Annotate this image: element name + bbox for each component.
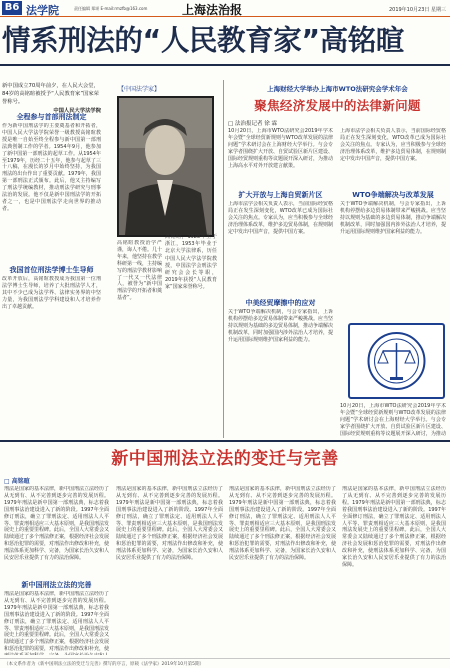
editor-meta: 责任编辑 郑颂 E-mail:rmzfb@163.com [74, 6, 148, 11]
masthead: 上海法治报 [182, 3, 243, 17]
headline-rule [0, 64, 450, 66]
intro-byline: 中国人民大学法学院 [53, 108, 101, 114]
side-col-c-top: 上海市法学会相关负责人表示，当前国际经贸格局正在发生深刻变化，WTO改革已成为国际社会关注的焦点。专家认为，应当积极参与全球经济治理体系改革，维护多边贸易体制，在规则制定中发出中国声音，提供中国方案。 [340, 128, 446, 162]
page-header [0, 0, 450, 17]
col1-text2: 改革开放后，高铭暄教授成为我国第一位刑法学博士生导师，培养了大批刑法学人才，其中不少已成为法学界、法律实务界的中坚力量，为我国刑法学学科建设和人才培养作出了卓越贡献。 [2, 276, 101, 310]
side-col-c: 关于WTO争端解决机制，与会专家指出，上诉机构停摆给多边贸易体制带来严峻挑战。应当坚持以规则为基础的多边贸易体制，推动争端解决机制改革，同时加强国内涉外法治人才培养，提升运用国际规则维护国家利益的能力。 [340, 201, 446, 235]
article2-col1b: 刑法是国家的基本法律，新中国刑法立法经历了从无到有、从不完善到逐步完善的发展历程。1979年刑法是新中国第一部刑法典，标志着我国刑事法治建设进入了新的阶段。1997年全面修订刑法，确立了罪刑法定、适用刑法人人平等、罪责刑相适应三大基本原则，是我国刑法发展史上的重要里程碑。此后，全国人大常委会又陆续通过了多个刑法修正案，根据经济社会发展和惩治犯罪的需要，对刑法作出修改和补充，使 [4, 591, 109, 653]
article2-author: □ 高铭暄 [4, 478, 30, 485]
col1-heading2: 我国首位刑法学博士生导师 [9, 266, 94, 274]
issue-date: 2019年10月23日 星期三 [388, 7, 446, 13]
side-col-a: 10月20日，上海市WTO法研究会2019年学术年会暨“全球经贸新规则与WTO改革发展的法律问题”学术研讨会在上海财经大学举行。与会专家学者围绕扩大开放、自贸试验区新片区建设、国际经贸规则重构等议题展开深入研讨，为推动上海高水平对外开放建言献策。 [228, 128, 333, 169]
section-rule [0, 440, 450, 442]
column-divider [223, 80, 224, 438]
side-sub3: WTO争端解决与改革发展 [352, 191, 434, 199]
article2-headline: 新中国刑法立法的变迁与完善 [111, 449, 339, 469]
law-emblem-image [348, 323, 445, 399]
intro-block [2, 82, 101, 116]
side-kicker: 上海财经大学举办上海市WTO法研究会学术年会 [267, 85, 408, 93]
side-col-b2: 关于WTO争端解决机制，与会专家指出，上诉机构停摆给多边贸易体制带来严峻挑战。应当坚持以规则为基础的多边贸易体制，推动争端解决机制改革，同时加强国内涉外法治人才培养，提升运用国际规则维护国家利益的能力。 [228, 309, 333, 343]
main-headline: 情系刑法的“人民教育家”高铭暄 [2, 24, 404, 57]
side-sub1: 扩大开放与上海自贸新片区 [238, 191, 323, 199]
article2-col1: 刑法是国家的基本法律，新中国刑法立法经历了从无到有、从不完善到逐步完善的发展历程。1979年刑法是新中国第一部刑法典，标志着我国刑事法治建设进入了新的阶段。1997年全面修订刑法，确立了罪刑法定、适用刑法人人平等、罪责刑相适应三大基本原则，是我国刑法发展史上的重要里程碑。此后，全国人大常委会又陆续通过了多个刑法修正案，根据经济社会发展和惩治犯罪的需要，对刑法作出修改和补充，使刑法体系更加科学、完备，为国家长治久安和人民安居乐业提供了有力的法治保障。 [4, 486, 109, 562]
box-tag: 【中国法学家】 [118, 86, 161, 93]
intro-text: 新中国成立70周年前夕，在人民大会堂，84岁的高铭暄被授予“人民教育家”国家荣誉称号。 [2, 83, 99, 105]
footer-note: （本文系作者为《新中国刑法立法的变迁与完善》撰写的序言，原载《法学家》2019年10月第5期） [0, 658, 450, 668]
side-sub2: 中美经贸摩擦中的应对 [245, 299, 316, 307]
article2-col2: 刑法是国家的基本法律，新中国刑法立法经历了从无到有、从不完善到逐步完善的发展历程。1979年刑法是新中国第一部刑法典，标志着我国刑事法治建设进入了新的阶段。1997年全面修订刑法，确立了罪刑法定、适用刑法人人平等、罪责刑相适应三大基本原则，是我国刑法发展史上的重要里程碑。此后，全国人大常委会又陆续通过了多个刑法修正案，根据经济社会发展和惩治犯罪的需要，对刑法作出修改和补充，使刑法体系更加科学、完备，为国家长治久安和人民安居乐业提供了有力的法治保障。 [116, 486, 223, 562]
side-reporter: □ 法治报记者 徐 霖 [228, 121, 277, 127]
page-number: B6 [2, 1, 22, 15]
portrait-text2: 高铭暄教授治学严谨，诲人不倦。几十年来，他坚持在教学科研第一线，主持编写的刑法学教材影响了一代又一代法律人，被誉为“新中国刑法学的开拓者和奠基者”。 [117, 240, 162, 302]
portrait-caption: 高铭暄，1928年生于浙江，1953年毕业于北京大学法律系，历任中国人民大学法学院教授，中国法学会刑法学研究会会长等职，2019年获授“人民教育家”国家荣誉称号。 [165, 234, 217, 291]
section-name: 法学院 [26, 4, 59, 17]
col1-heading: 全程参与首部刑法制定 [16, 113, 87, 121]
side-headline: 聚焦经济发展中的法律新问题 [254, 98, 421, 113]
side-col-c-bottom: 10月20日，上海市WTO法研究会2019年学术年会暨“全球经贸新规则与WTO改革发展的法律问题”学术研讨会在上海财经大学举行。与会专家学者围绕扩大开放、自贸试验区新片区建设、国际经贸规则重构等议题展开深入研讨，为推动 [340, 403, 446, 437]
article2-sub: 新中国刑法立法的完善 [21, 581, 92, 589]
article2-col3: 刑法是国家的基本法律，新中国刑法立法经历了从无到有、从不完善到逐步完善的发展历程。1979年刑法是新中国第一部刑法典，标志着我国刑事法治建设进入了新的阶段。1997年全面修订刑法，确立了罪刑法定、适用刑法人人平等、罪责刑相适应三大基本原则，是我国刑法发展史上的重要里程碑。此后，全国人大常委会又陆续通过了多个刑法修正案，根据经济社会发展和惩治犯罪的需要，对刑法作出修改和补充，使刑法体系更加科学、完备，为国家长治久安和人民安居乐业提供了有力的法治保障。 [229, 486, 336, 562]
article2-col4: 刑法是国家的基本法律，新中国刑法立法经历了从无到有、从不完善到逐步完善的发展历程。1979年刑法是新中国第一部刑法典，标志着我国刑事法治建设进入了新的阶段。1997年全面修订刑法，确立了罪刑法定、适用刑法人人平等、罪责刑相适应三大基本原则，是我国刑法发展史上的重要里程碑。此后，全国人大常委会又陆续通过了多个刑法修正案，根据经济社会发展和惩治犯罪的需要，对刑法作出修改和补充，使刑法体系更加科学、完备，为国家长治久安和人民安居乐业提供了有力的法治保障。 [342, 486, 446, 568]
side-col-b: 上海市法学会相关负责人表示，当前国际经贸格局正在发生深刻变化，WTO改革已成为国际社会关注的焦点。专家认为，应当积极参与全球经济治理体系改革，维护多边贸易体制，在规则制定中发出中国声音，提供中国方案。 [228, 201, 333, 235]
portrait-photo [117, 96, 214, 237]
col1-text: 作为新中国刑法学的主要奠基者和开拓者，中国人民大学法学院荣誉一级教授高铭暄教授是唯一自始至终全程参与新中国第一部刑法典创制工作的学者。1954年9月，他参加了新中国第一部刑法的起草工作。从1954年至1979年，历经二十五年，他参与起草了三十八稿，在漫长的岁月中始终坚持，为我国刑法的出台作出了重要贡献。1979年，我国第一部刑法正式颁布。此后，他又主持编写了刑法学统编教材，推动刑法学研究与刑事法治的发展。他不仅是新中国刑法学的开拓者之一，也是中国刑法学走向世界的推动者。 [2, 123, 101, 212]
